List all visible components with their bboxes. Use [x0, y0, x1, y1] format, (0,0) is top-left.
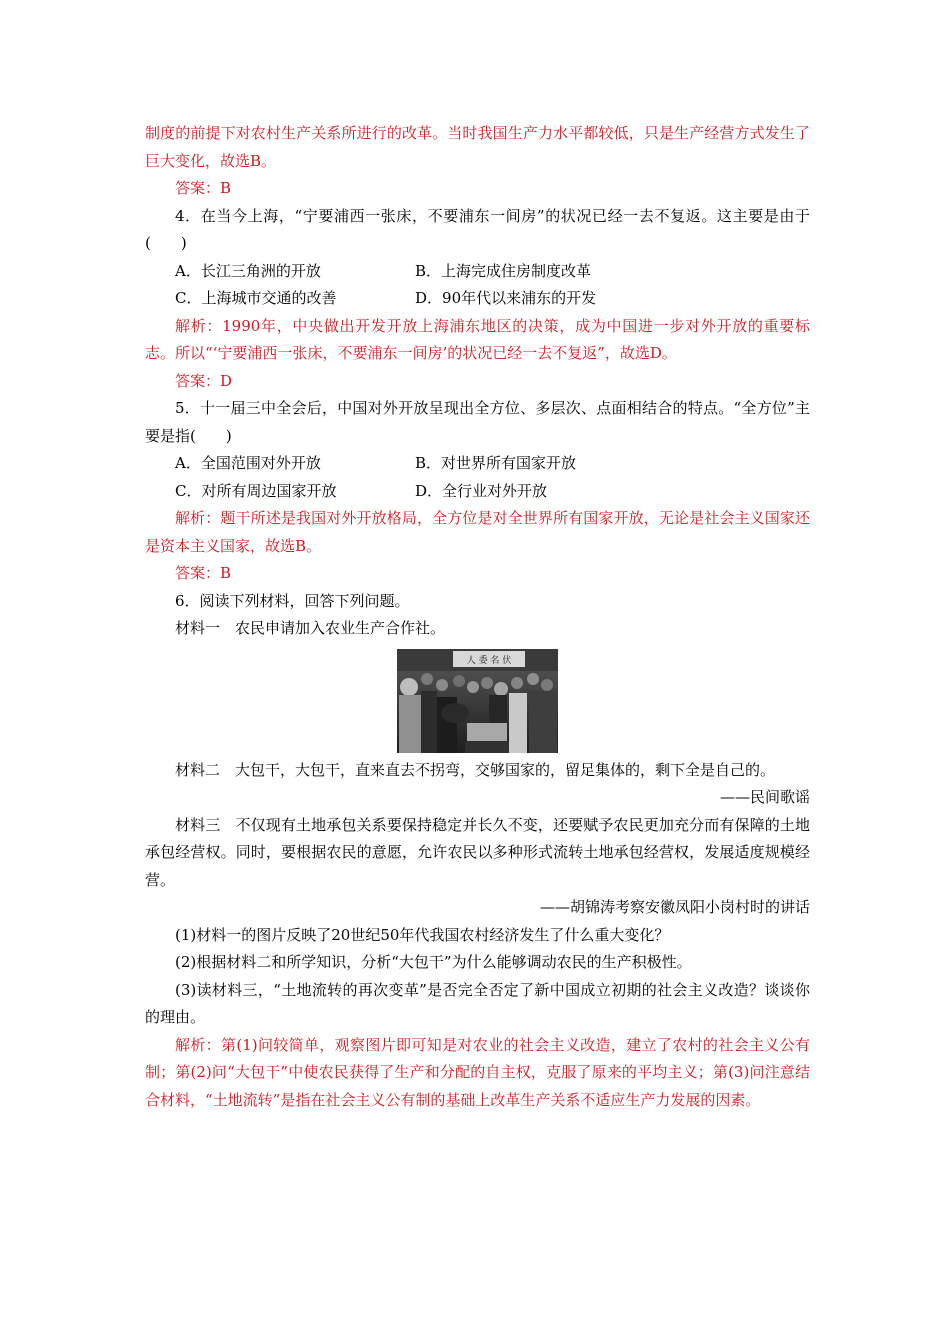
q5-stem: 5．十一届三中全会后，中国对外开放呈现出全方位、多层次、点面相结合的特点。“全方位”主要是指( ) — [145, 399, 810, 445]
q5-option-d: D．全行业对外开放 — [415, 481, 548, 500]
q4-option-b: B．上海完成住房制度改革 — [415, 261, 592, 280]
q4-analysis: 解析：1990年，中央做出开发开放上海浦东地区的决策，成为中国进一步对外开放的重要标志。所以“‘宁要浦西一张床，不要浦东一间房’的状况已经一去不复返”，故选D。 — [145, 316, 810, 362]
q6-subquestion-3: (3)读材料三，“土地流转的再次变革”是否完全否定了新中国成立初期的社会主义改造？谈谈你的理由。 — [145, 980, 810, 1026]
q5-options-row-1 — [145, 450, 810, 478]
q6-subquestion-2: (2)根据材料二和所学知识，分析“大包干”为什么能够调动农民的生产积极性。 — [175, 953, 692, 971]
q4-answer: 答案：D — [175, 371, 233, 390]
farmers-cooperative-photo — [397, 649, 558, 753]
q6-material-2: 材料二 大包干，大包干，直来直去不拐弯，交够国家的，留足集体的，剩下全是自己的。 — [175, 760, 776, 779]
material-1-figure — [145, 649, 810, 753]
q6-analysis: 解析：第(1)问较简单，观察图片即可知是对农业的社会主义改造，建立了农村的社会主义公有制；第(2)问“大包干”中使农民获得了生产和分配的自主权，克服了原来的平均主义；第(3)问注意结合材料，“土地流转”是指在社会主义公有制的基础上改革生产关系不适应生产力发展的因素。 — [145, 1035, 810, 1109]
q4-option-a: A．长江三角洲的开放 — [175, 261, 321, 280]
q5-option-c: C．对所有周边国家开放 — [175, 481, 337, 500]
q6-subquestion-1: (1)材料一的图片反映了20世纪50年代我国农村经济发生了什么重大变化？ — [175, 925, 670, 944]
q4-options-row-2 — [145, 285, 810, 313]
q4-option-d: D．90年代以来浦东的开发 — [415, 289, 597, 307]
top-answer: 答案：B — [175, 179, 232, 197]
q6-material-2-source: ——民间歌谣 — [719, 788, 810, 806]
q5-answer: 答案：B — [175, 564, 232, 582]
q5-analysis: 解析：题干所述是我国对外开放格局，全方位是对全世界所有国家开放，无论是社会主义国家还是资本主义国家，故选B。 — [145, 509, 810, 555]
q6-material-3-source: ——胡锦涛考察安徽凤阳小岗村时的讲话 — [539, 898, 810, 916]
q5-option-b: B．对世界所有国家开放 — [415, 454, 577, 472]
q4-option-c: C．上海城市交通的改善 — [175, 289, 337, 307]
q5-option-a: A．全国范围对外开放 — [175, 454, 321, 472]
q6-material-1: 材料一 农民申请加入农业生产合作社。 — [175, 619, 446, 637]
top-analysis: 制度的前提下对农村生产关系所进行的改革。当时我国生产力水平都较低，只是生产经营方式发生了巨大变化，故选B。 — [145, 124, 810, 170]
q6-material-3: 材料三 不仅现有土地承包关系要保持稳定并长久不变，还要赋予农民更加充分而有保障的土地承包经营权。同时，要根据农民的意愿，允许农民以多种形式流转土地承包经营权，发展适度规模经营。 — [145, 815, 810, 889]
q6-stem: 6．阅读下列材料，回答下列问题。 — [175, 591, 410, 610]
q5-options-row-2 — [145, 478, 810, 506]
photo-banner-text: 人 委 名 伏 — [466, 655, 512, 666]
q4-options-row-1 — [145, 258, 810, 286]
q4-stem: 4．在当今上海，“宁要浦西一张床，不要浦东一间房”的状况已经一去不复返。这主要是由于( ) — [145, 206, 810, 252]
document-body — [145, 120, 810, 1114]
